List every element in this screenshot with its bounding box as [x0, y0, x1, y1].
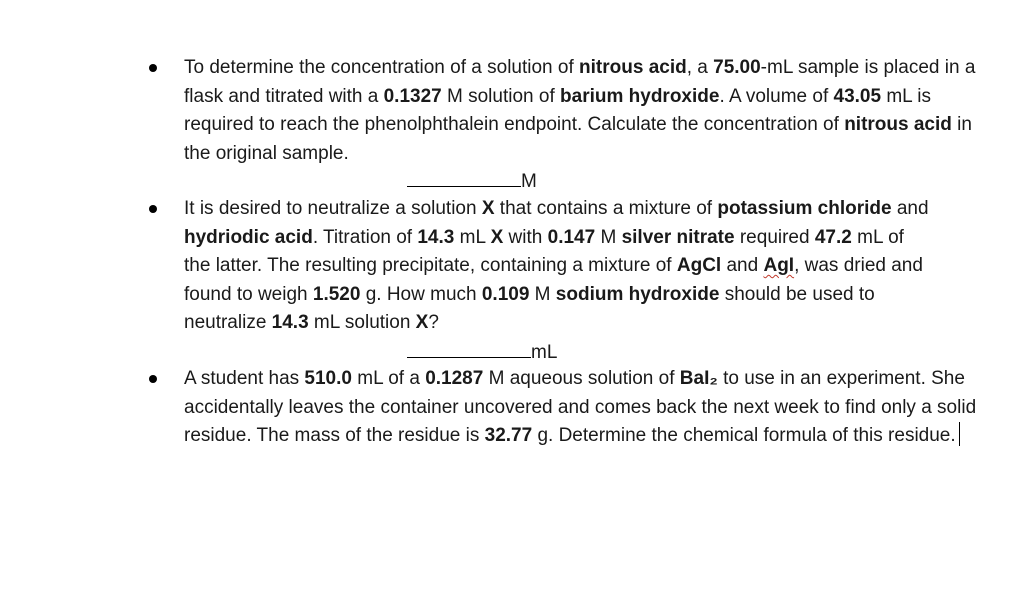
bold-term: AgCl — [676, 255, 722, 276]
text-run: mL of the latter. The resulting precipitate, containing a mixture of — [184, 226, 904, 276]
text-run: to use in an experiment. She accidentally leaves the container uncovered and comes back the next week to find only a solid residue. The mass of the residue is — [184, 368, 977, 446]
bold-term: 0.1287 — [425, 368, 484, 389]
bold-term: 43.05 — [833, 85, 882, 107]
bold-term: nitrous acid — [579, 57, 687, 78]
text-run: mL solution — [308, 312, 416, 333]
text-run: -mL sample is placed in a flask and titrated with a — [184, 57, 976, 107]
bold-term: 47.2 — [814, 226, 852, 248]
text-run: should be used to neutralize — [184, 283, 875, 333]
answer-1 — [407, 169, 537, 194]
bold-term: sodium hydroxide — [555, 283, 720, 305]
text-run: mL of a — [351, 368, 426, 389]
answer-1-blank[interactable] — [407, 169, 521, 187]
text-run: M — [595, 226, 622, 248]
problem-1-text — [184, 54, 999, 168]
bold-term: silver nitrate — [621, 226, 735, 248]
bullet-3 — [149, 375, 157, 383]
bullet-1 — [149, 64, 157, 72]
bold-term: barium hydroxide — [560, 85, 720, 107]
bold-term: 0.109 — [481, 283, 530, 305]
text-run: , a — [686, 57, 714, 78]
answer-2-blank[interactable] — [407, 340, 531, 358]
answer-2-unit: mL — [531, 342, 558, 363]
bold-term: 510.0 — [304, 368, 352, 389]
bold-term: 0.1327 — [383, 85, 442, 107]
bold-term: 32.77 — [484, 425, 533, 446]
problem-3-text — [184, 365, 1002, 451]
text-cursor — [959, 422, 960, 446]
text-run: required — [734, 226, 815, 248]
text-run: mL is required to reach the phenolphthalein endpoint. Calculate the concentration of — [184, 85, 932, 135]
bold-term: 75.00 — [713, 57, 761, 78]
spellcheck-flagged-term: AgI — [763, 255, 795, 276]
bold-term: X — [481, 198, 495, 219]
text-run: g. Determine the chemical formula of this residue. — [532, 425, 956, 446]
text-run: and — [891, 198, 929, 219]
bold-term: nitrous acid — [844, 114, 952, 135]
answer-2 — [407, 340, 557, 365]
text-run: with — [503, 226, 548, 248]
text-run: mL — [454, 226, 491, 248]
text-run: that contains a mixture of — [494, 198, 718, 219]
bold-term: X — [415, 312, 429, 333]
text-run: A student has — [184, 368, 305, 389]
bold-term: 1.520 — [312, 283, 361, 305]
text-run: in the original sample. — [184, 114, 972, 164]
text-run: M aqueous solution of — [483, 368, 680, 389]
text-run: . A volume of — [719, 85, 834, 107]
bold-term: BaI₂ — [679, 368, 718, 389]
text-run: ? — [428, 312, 439, 333]
problem-2-text — [184, 195, 934, 338]
text-run: M — [529, 283, 556, 305]
text-run: , was dried and found to weigh — [184, 255, 923, 305]
bold-term: potassium chloride — [717, 198, 892, 219]
text-run: To determine the concentration of a solution of — [184, 57, 580, 78]
text-run: g. How much — [360, 283, 482, 305]
bold-term: 0.147 — [547, 226, 596, 248]
text-run: It is desired to neutralize a solution — [184, 198, 482, 219]
text-run: and — [721, 255, 764, 276]
bullet-2 — [149, 205, 157, 213]
bold-term: 14.3 — [271, 312, 309, 333]
bold-term: X — [490, 226, 504, 248]
bold-term: 14.3 — [417, 226, 455, 248]
text-run: . Titration of — [312, 226, 418, 248]
text-run: M solution of — [441, 85, 561, 107]
bold-term: hydriodic acid — [184, 226, 313, 248]
answer-1-unit: M — [521, 171, 537, 192]
